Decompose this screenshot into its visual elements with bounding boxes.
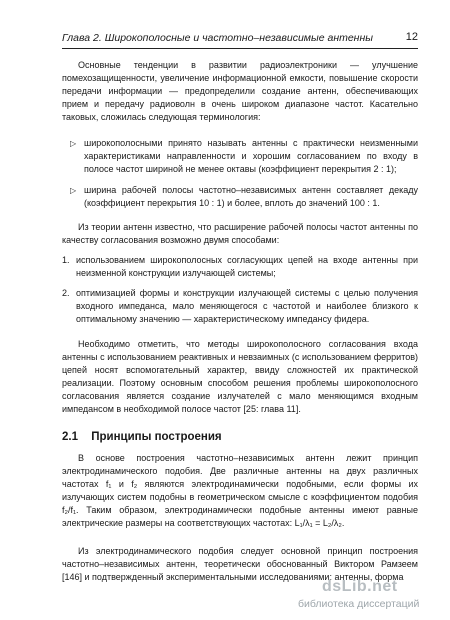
list-item (70, 184, 418, 210)
section-title: Принципы построения (91, 431, 222, 443)
terms-list (70, 137, 418, 218)
list-item (70, 137, 418, 176)
item-number: 1. (62, 255, 70, 265)
list-item (62, 287, 418, 326)
final-paragraph: Из электродинамического подобия следует основной принцип построения частотно–независимых антенн, теоретически обоснованный Виктором Рамзеем [146] и подтвержденный экспериментальными исследованиями: антенны, форма (62, 546, 418, 582)
theory-paragraph: Из теории антенн известно, что расширение рабочей полосы частот антенны по качеству согласования возможно двумя способами: (62, 222, 418, 245)
note-paragraph: Необходимо отметить, что методы широкополосного согласования входа антенны с использованием реактивных и невзаимных (с использованием ферритов) цепей носят вспомогательный характер, ввиду сложностей их практической реализации. Поэтому основным способом решения проблемы широкополосного согласования является создание излучателей с мало меняющимся входным импедансом в необходимой полосе частот [25: глава 11]. (62, 339, 418, 414)
watermark-caption: библиотека диссертаций (298, 598, 420, 610)
page-number: 12 (405, 31, 418, 43)
item-number: 2. (62, 288, 70, 298)
section-heading (62, 431, 418, 443)
page-header (62, 30, 418, 50)
method-text: оптимизацией формы и конструкции излучающей системы с целью получения входного импеданса, мало меняющегося с частотой и наиболее близкого к оптимальному значению — характеристическому импедансу фидера. (76, 288, 418, 324)
method-text: использованием широкополосных согласующих цепей на входе антенны при неизменной конструкции излучающей системы; (76, 255, 418, 278)
methods-list (62, 254, 418, 333)
watermark (292, 578, 442, 612)
watermark-brand: dsLib.net (322, 578, 398, 595)
term-text: широкополосными принято называть антенны с практически неизменными характеристиками направленности и хорошим согласованием по входу в полосе частот шириной не менее октавы (коэффициент перекрытия 2 : 1); (84, 138, 418, 174)
term-text: ширина рабочей полосы частотно–независимых антенн составляет декаду (коэффициент перекрытия 10 : 1) и более, вплоть до значений 100 : 1. (84, 185, 418, 208)
triangle-bullet-icon: ▷ (70, 139, 77, 148)
triangle-bullet-icon: ▷ (70, 186, 77, 195)
chapter-title: Глава 2. Широкополосные и частотно–независимые антенны (62, 32, 373, 44)
header-rule (62, 48, 418, 49)
intro-paragraph: Основные тенденции в развитии радиоэлектроники — улучшение помехозащищенности, увеличение информационной емкости, повышение скорости передачи информации — предопределили создание антенн, обеспечивающих прием и передачу радиоволн в очень широком диапазоне частот. Касательно таковых, сложилась следующая терминология: (62, 60, 418, 122)
list-item (62, 254, 418, 280)
principle-paragraph: В основе построения частотно–независимых антенн лежит принцип электродинамического подобия. Две различные антенны на двух различных частотах f₁ и f₂ являются электродинамически подобными, если формы их излучающих систем подобны в геометрическом смысле с коэффициентом подобия f₂/f₁. Таким образом, электродинамически подобные антенны имеют равные электрические размеры на соответствующих частотах: L₁/λ₁ = L₂/λ₂. (62, 453, 418, 528)
section-number: 2.1 (62, 431, 78, 443)
